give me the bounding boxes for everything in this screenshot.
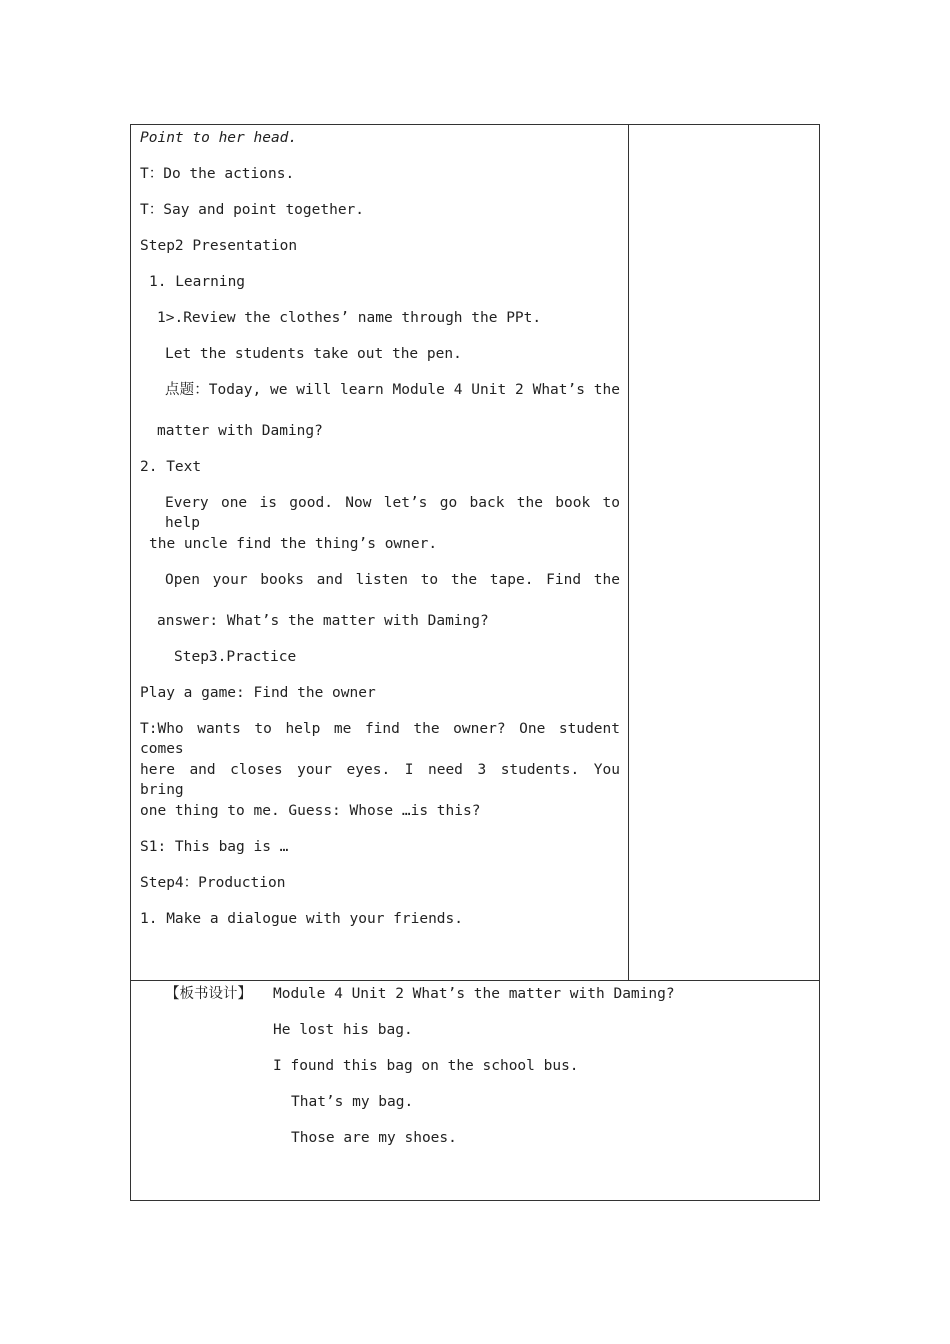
lesson-line: T：Say and point together.	[140, 202, 365, 218]
lesson-line: answer: What’s the matter with Daming?	[157, 613, 489, 629]
lesson-line: Step4：Production	[140, 875, 286, 891]
lesson-line: the uncle find the thing’s owner.	[149, 536, 438, 552]
lesson-line: Step2 Presentation	[140, 238, 298, 254]
lesson-line: Every one is good. Now let’s go back the book to help	[165, 495, 620, 531]
lesson-line: Open your books and listen to the tape. Find the	[165, 572, 620, 588]
lesson-line: T:Who wants to help me find the owner? One student comes	[140, 721, 620, 757]
lesson-line: 1. Learning	[149, 274, 246, 290]
lesson-line: matter with Daming?	[157, 423, 323, 439]
lesson-line: Play a game: Find the owner	[140, 685, 376, 701]
lesson-line: 1. Make a dialogue with your friends.	[140, 911, 464, 927]
board-design-line: Those are my shoes.	[291, 1130, 457, 1146]
board-design-line: That’s my bag.	[291, 1094, 414, 1110]
lesson-table	[130, 124, 820, 1201]
lesson-line: 点题：Today, we will learn Module 4 Unit 2 What’s the	[165, 382, 620, 398]
lesson-line: Point to her head.	[140, 130, 298, 146]
board-design-title: Module 4 Unit 2 What’s the matter with Daming?	[273, 986, 675, 1002]
notes-cell	[629, 125, 819, 980]
lesson-line: S1: This bag is …	[140, 839, 289, 855]
lesson-line: here and closes your eyes. I need 3 students. You bring	[140, 762, 620, 798]
lesson-line: one thing to me. Guess: Whose …is this?	[140, 803, 481, 819]
lesson-line: 1>.Review the clothes’ name through the PPt.	[157, 310, 542, 326]
lesson-line: 2. Text	[140, 459, 202, 475]
board-design-line: He lost his bag.	[273, 1022, 413, 1038]
lesson-line: Step3.Practice	[174, 649, 297, 665]
lesson-line: Let the students take out the pen.	[165, 346, 462, 362]
board-design-line: I found this bag on the school bus.	[273, 1058, 579, 1074]
row-divider	[131, 980, 819, 981]
lesson-line: T：Do the actions.	[140, 166, 295, 182]
board-design-label: 【板书设计】	[165, 986, 252, 1002]
